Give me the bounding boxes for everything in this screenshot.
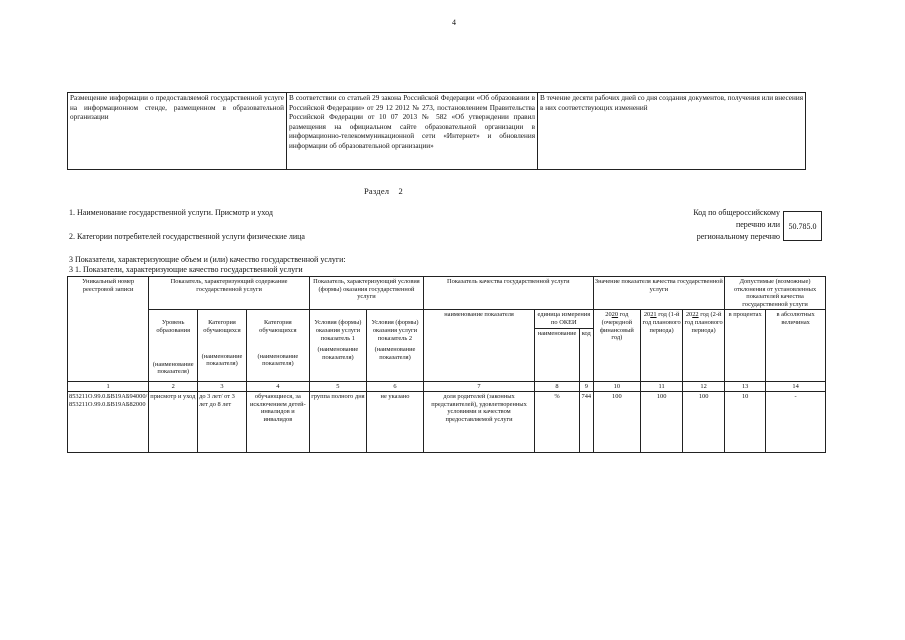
col-num-10: 10	[593, 381, 641, 392]
table-row	[68, 392, 826, 453]
col-num-1: 1	[68, 381, 149, 392]
quality-table	[67, 276, 826, 453]
row-v3: 100	[683, 392, 725, 453]
info-table	[67, 92, 806, 170]
row-abs: -	[766, 392, 826, 453]
consumer-categories: 2. Категории потребителей государственной услуги физические лица	[69, 232, 305, 241]
col-num-5: 5	[309, 381, 366, 392]
indicators-heading: 3 Показатели, характеризующие объем и (или) качество государственной услуги:	[69, 255, 346, 264]
col-num-9: 9	[580, 381, 594, 392]
col-num-14: 14	[766, 381, 826, 392]
h-unique: Уникальный номер реестровой записи	[68, 277, 149, 382]
info-method: Размещение информации о предоставляемой государственной услуге на информационном стенде, размещенном в образовательной организации	[68, 93, 287, 170]
h-pct: в процентах	[725, 310, 766, 381]
col-num-2: 2	[149, 381, 198, 392]
h-year2: 2021 год (1-й год планового периода)	[641, 310, 683, 381]
col-num-3: 3	[198, 381, 247, 392]
h-cat2: Категория обучающихся (наименование показателя)	[246, 310, 309, 381]
row-v1: 100	[593, 392, 641, 453]
h-unit-code: код	[580, 328, 594, 381]
info-content: В соответствии со статьей 29 закона Российской Федерации «Об образовании в Российской Федерации» от 29 12 2012 № 273, постановлением Правительства Российской Федерации от 10 07 2013 № 582 «Об утверждении правил размещения на официальном сайте образовательной организации в информационно-телекоммуникационной сети «Интернет» и обновления информации об образовательной организации»	[287, 93, 538, 170]
col-num-7: 7	[424, 381, 535, 392]
h-unit: единица измерения по ОКЕИ	[535, 310, 594, 328]
row-indicator: доля родителей (законных представителей), удовлетворенных условиями и качеством предоставляемой услуги	[424, 392, 535, 453]
h-deviation: Допустимые (возможные) отклонения от установленных показателей качества государственной услуги	[725, 277, 826, 310]
okei-code: 50.785.0	[783, 211, 822, 241]
h-year3: 2022 год (2-й год планового периода)	[683, 310, 725, 381]
h-cond1: Условия (формы) оказания услуги показатель 1 (наименование показателя)	[309, 310, 366, 381]
h-name-indicator: наименование показателя	[424, 310, 535, 381]
row-code: 853211О.99.0.БВ19АБ94000/ 853211О.99.0.БВ19АБ82000	[68, 392, 149, 453]
service-name: 1. Наименование государственной услуги. Присмотр и уход	[69, 208, 273, 217]
h-edu-level: Уровень образования (наименование показателя)	[149, 310, 198, 381]
h-quality: Показатель качества государственной услуги	[424, 277, 594, 310]
col-num-13: 13	[725, 381, 766, 392]
okei-label-3: региональному перечню	[696, 232, 780, 241]
h-abs: в абсолютных величинах	[766, 310, 826, 381]
row-edu: присмотр и уход	[149, 392, 198, 453]
row-cond1: группа полного дня	[309, 392, 366, 453]
h-year1: 2020 год (очередной финансовый год)	[593, 310, 641, 381]
row-cat1: до 3 лет/ от 3 лет до 8 лет	[198, 392, 247, 453]
h-content: Показатель, характеризующий содержание государственной услуги	[149, 277, 310, 310]
okei-label-1: Код по общероссийскому	[693, 208, 780, 217]
row-pct: 10	[725, 392, 766, 453]
h-values: Значение показателя качества государственной услуги	[593, 277, 725, 310]
section-title: Раздел 2	[364, 186, 403, 196]
h-conditions: Показатель, характеризующий условия (формы) оказания государственной услуги	[309, 277, 423, 310]
row-cond2: не указано	[366, 392, 423, 453]
h-unit-name: наименование	[535, 328, 580, 381]
page-number: 4	[452, 18, 456, 27]
col-num-11: 11	[641, 381, 683, 392]
info-frequency: В течение десяти рабочих дней со дня создания документов, получения или внесения в них соответствующих изменений	[538, 93, 806, 170]
row-cat2: обучающиеся, за исключением детей-инвалидов и инвалидов	[246, 392, 309, 453]
h-cond2: Условия (формы) оказания услуги показатель 2 (наименование показателя)	[366, 310, 423, 381]
h-cat1: Категория обучающихся (наименование показателя)	[198, 310, 247, 381]
okei-label-2: перечню или	[735, 220, 780, 229]
col-num-6: 6	[366, 381, 423, 392]
row-okei: 744	[580, 392, 594, 453]
col-num-12: 12	[683, 381, 725, 392]
col-num-4: 4	[246, 381, 309, 392]
row-unit: %	[535, 392, 580, 453]
quality-heading: 3 1. Показатели, характеризующие качество государственной услуги	[69, 265, 303, 274]
col-num-8: 8	[535, 381, 580, 392]
row-v2: 100	[641, 392, 683, 453]
